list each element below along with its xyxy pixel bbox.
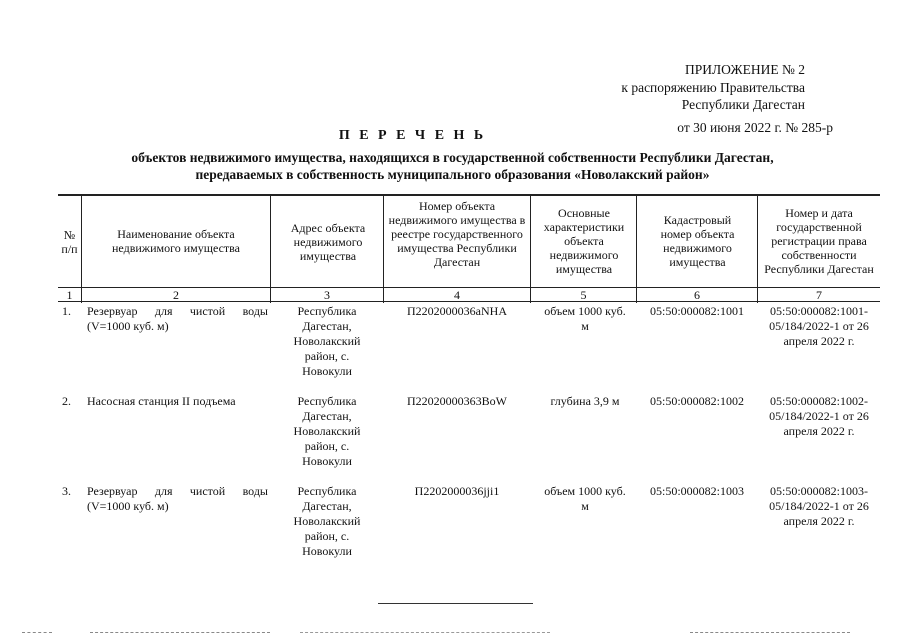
column-number: 4 <box>454 288 460 302</box>
scan-artifact-line <box>22 632 52 633</box>
appendix-date: от 30 июня 2022 г. № 285-р <box>677 120 833 135</box>
appendix-line-1: ПРИЛОЖЕНИЕ № 2 <box>684 62 805 77</box>
object-address: Республика Дагестан, Новолакский район, с. Новокули <box>293 484 361 558</box>
object-address: Республика Дагестан, Новолакский район, с. Новокули <box>293 304 361 378</box>
end-separator-line <box>378 603 533 604</box>
characteristics: глубина 3,9 м <box>550 394 620 408</box>
column-number: 5 <box>580 288 587 302</box>
appendix-line-3: Республики Дагестан <box>681 97 805 112</box>
appendix-line-2: к распоряжению Правительства <box>621 80 805 95</box>
header-registry-number: Номер объекта недвижимого имущества в реестре государственного имущества Республики Дагестан <box>388 199 526 269</box>
col-divider <box>81 196 82 303</box>
column-number: 1 <box>66 288 73 302</box>
column-number: 7 <box>816 288 822 302</box>
object-name: Резервуар для чистой воды (V=1000 куб. м) <box>87 484 268 513</box>
scan-artifact-line <box>90 632 270 633</box>
characteristics: объем 1000 куб. м <box>544 304 626 333</box>
column-number: 2 <box>173 288 179 302</box>
col-divider <box>636 196 637 303</box>
header-number: № п/п <box>61 228 78 256</box>
header-cadastral: Кадастровый номер объекта недвижимого имущества <box>660 213 735 269</box>
document-subtitle-line-2: передаваемых в собственность муниципального образования «Новолакский район» <box>195 167 710 182</box>
header-registration: Номер и дата государственной регистрации права собственности Республики Дагестан <box>764 206 874 276</box>
col-divider <box>270 196 271 303</box>
characteristics: объем 1000 куб. м <box>544 484 626 513</box>
column-number: 3 <box>324 288 330 302</box>
cadastral-number: 05:50:000082:1003 <box>649 484 744 498</box>
cadastral-number: 05:50:000082:1002 <box>649 394 744 408</box>
object-name: Резервуар для чистой воды (V=1000 куб. м) <box>87 304 268 333</box>
object-address: Республика Дагестан, Новолакский район, с. Новокули <box>293 394 361 468</box>
header-address: Адрес объекта недвижимого имущества <box>290 221 366 263</box>
header-characteristics: Основные характеристики объекта недвижимого имущества <box>543 206 625 276</box>
registration-info: 05:50:000082:1002-05/184/2022-1 от 26 апреля 2022 г. <box>769 394 869 438</box>
registration-info: 05:50:000082:1001-05/184/2022-1 от 26 апреля 2022 г. <box>769 304 869 348</box>
col-divider <box>757 196 758 303</box>
object-name: Насосная станция II подъема <box>87 394 236 408</box>
cadastral-number: 05:50:000082:1001 <box>649 304 744 318</box>
registry-number: П2202000036aNHA <box>407 304 507 318</box>
scan-artifact-line <box>300 632 550 633</box>
registry-number: П2202000036jji1 <box>414 484 500 498</box>
header-name: Наименование объекта недвижимого имущества <box>112 227 240 255</box>
scan-artifact-line <box>690 632 850 633</box>
row-number: 1. <box>62 304 71 318</box>
col-divider <box>530 196 531 303</box>
col-divider <box>383 196 384 303</box>
registration-info: 05:50:000082:1003-05/184/2022-1 от 26 апреля 2022 г. <box>769 484 869 528</box>
row-number: 3. <box>62 484 71 498</box>
registry-number: П22020000363BoW <box>407 394 507 408</box>
document-title: П Е Р Е Ч Е Н Ь <box>338 128 487 143</box>
row-number: 2. <box>62 394 71 408</box>
column-number: 6 <box>694 288 700 302</box>
document-subtitle-line-1: объектов недвижимого имущества, находящихся в государственной собственности Республики Дагестан, <box>131 150 774 165</box>
